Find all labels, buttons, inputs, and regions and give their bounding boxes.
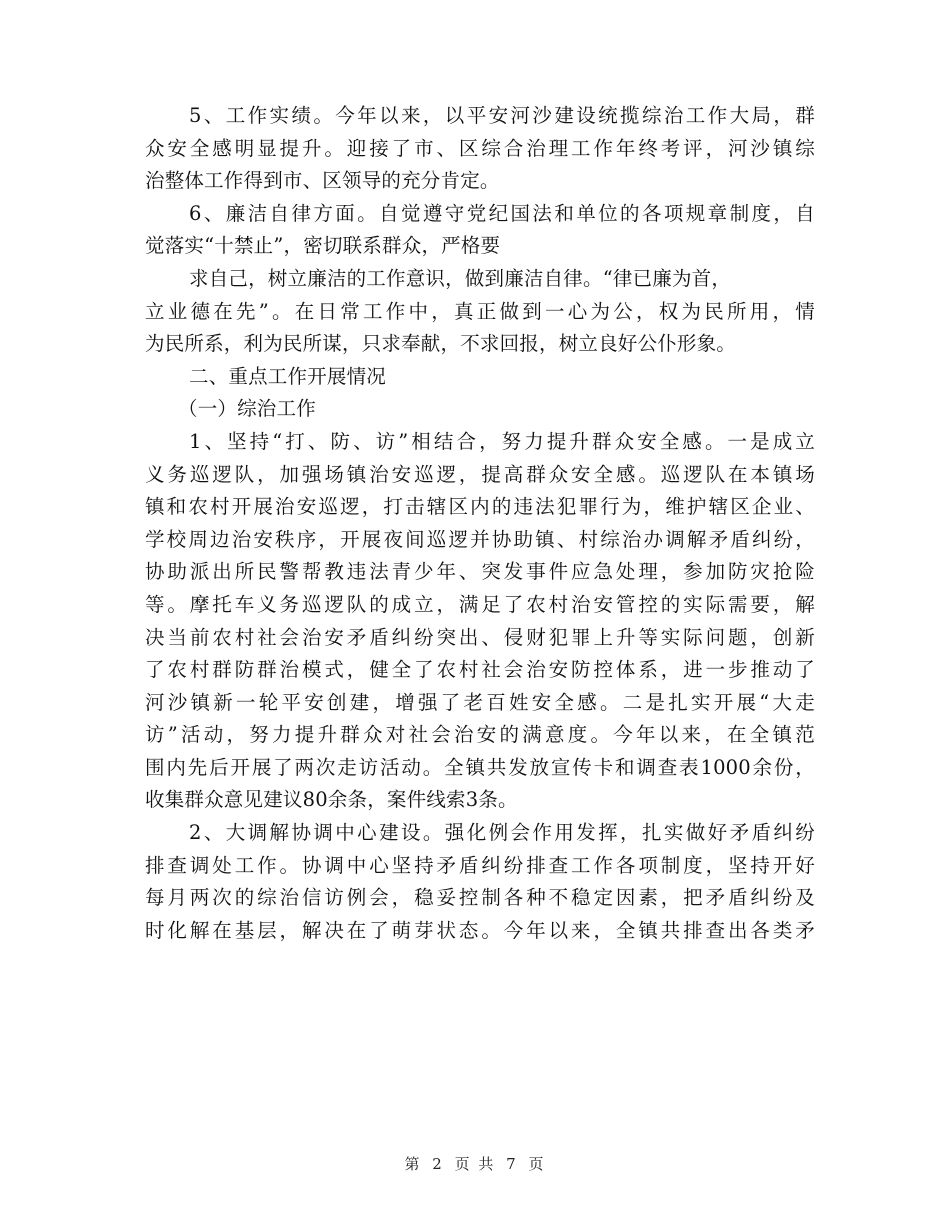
subsection-heading: （一）综治工作 bbox=[178, 397, 316, 421]
text-line: 为民所系，利为民所谋，只求奉献，不求回报，树立良好公仆形象。 bbox=[145, 332, 737, 356]
text-line: 觉落实“十禁止”，密切联系群众，严格要 bbox=[145, 234, 501, 258]
text-line: 决当前农村社会治安矛盾纠纷突出、侵财犯罪上升等实际问题，创新 bbox=[145, 625, 815, 649]
section-heading: 二、重点工作开展情况 bbox=[189, 364, 387, 388]
text-line: 协助派出所民警帮教违法青少年、突发事件应急处理，参加防灾抢险 bbox=[145, 560, 815, 584]
text-line: 治整体工作得到市、区领导的充分肯定。 bbox=[145, 169, 500, 193]
footer-middle: 页 共 bbox=[454, 1155, 496, 1173]
text-line: 立业德在先”。在日常工作中，真正做到一心为公，权为民所用，情 bbox=[145, 299, 815, 323]
document-body bbox=[145, 100, 815, 947]
footer-suffix: 页 bbox=[528, 1155, 546, 1173]
text-line: 收集群众意见建议80余条，案件线索3条。 bbox=[145, 788, 518, 812]
text-line: 学校周边治安秩序，开展夜间巡逻并协助镇、村综治办调解矛盾纠纷， bbox=[145, 527, 815, 551]
text-line: 义务巡逻队，加强场镇治安巡逻，提高群众安全感。巡逻队在本镇场 bbox=[145, 462, 815, 486]
text-line: 求自己，树立廉洁的工作意识，做到廉洁自律。“律已廉为首， bbox=[189, 266, 732, 290]
text-line: 6、廉洁自律方面。自觉遵守党纪国法和单位的各项规章制度，自 bbox=[189, 201, 815, 225]
footer-prefix: 第 bbox=[404, 1155, 422, 1173]
text-line: 2、大调解协调中心建设。强化例会作用发挥，扎实做好矛盾纠纷 bbox=[189, 821, 815, 845]
text-line: 河沙镇新一轮平安创建，增强了老百姓安全感。二是扎实开展“大走 bbox=[145, 690, 815, 714]
text-line: 了农村群防群治模式，健全了农村社会治安防控体系，进一步推动了 bbox=[145, 658, 815, 682]
text-line: 1、坚持“打、防、访”相结合，努力提升群众安全感。一是成立 bbox=[189, 429, 815, 453]
text-line: 访”活动，努力提升群众对社会治安的满意度。今年以来，在全镇范 bbox=[145, 723, 815, 747]
text-line: 时化解在基层，解决在了萌芽状态。今年以来，全镇共排查出各类矛 bbox=[145, 918, 815, 942]
text-line: 镇和农村开展治安巡逻，打击辖区内的违法犯罪行为，维护辖区企业、 bbox=[145, 495, 815, 519]
text-line: 众安全感明显提升。迎接了市、区综合治理工作年终考评，河沙镇综 bbox=[145, 136, 815, 160]
text-line: 排查调处工作。协调中心坚持矛盾纠纷排查工作各项制度，坚持开好 bbox=[145, 853, 815, 877]
footer-current-page: 2 bbox=[432, 1155, 444, 1173]
page-footer bbox=[0, 1153, 950, 1174]
text-line: 每月两次的综治信访例会，稳妥控制各种不稳定因素，把矛盾纠纷及 bbox=[145, 886, 815, 910]
text-line: 5、工作实绩。今年以来，以平安河沙建设统揽综治工作大局，群 bbox=[189, 104, 815, 127]
text-line: 围内先后开展了两次走访活动。全镇共发放宣传卡和调查表1000余份， bbox=[145, 755, 815, 779]
footer-total-pages: 7 bbox=[506, 1155, 518, 1173]
text-line: 等。摩托车义务巡逻队的成立，满足了农村治安管控的实际需要，解 bbox=[145, 592, 815, 616]
